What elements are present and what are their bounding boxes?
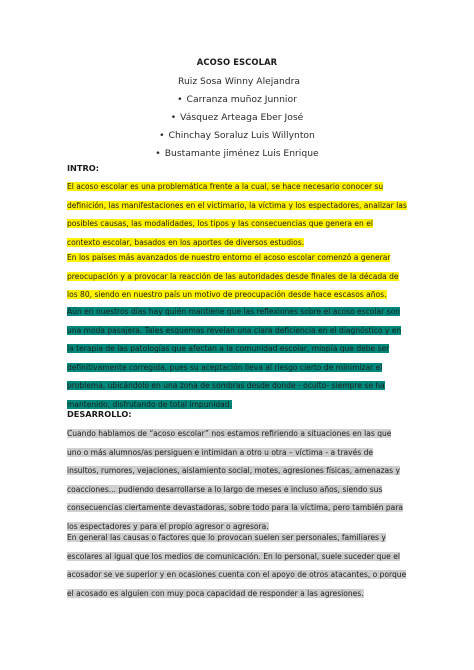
bullet-icon: • xyxy=(177,94,183,105)
gray-highlight: Cuando hablamos de “acoso escolar” nos estamos refiriendo a situaciones en las que uno o más alumnos/as persiguen e intimidan a otro u otra – víctima - a través de insultos, rumores, vejaciones, aislamiento social, motes, agresiones físicas, amenazas y coacciones... pudiendo desarrollarse a lo largo de meses e incluso años, siendo sus consecuencias ciertamente devastadoras, sobre todo para la víctima, pero también para los espectadores y para el propio agresor o agresora. xyxy=(67,429,404,531)
author-name: Chinchay Soraluz Luis Willynton xyxy=(168,130,315,141)
author-item xyxy=(0,91,474,109)
yellow-highlight: El acoso escolar es una problemática frente a la cual, se hace necesario conocer su definición, las manifestaciones en el victimario, la víctima y los espectadores, analizar las posibles causas, las modalidades, los tipos y las consecuencias que genera en el contexto escolar, basados en los aportes de diversos estudios. xyxy=(67,182,407,247)
author-name: Vásquez Arteaga Eber José xyxy=(180,112,304,123)
bullet-icon: • xyxy=(155,148,161,159)
author-list xyxy=(0,73,474,163)
intro-paragraph-3 xyxy=(67,303,407,415)
author-item xyxy=(0,127,474,145)
author-name: Ruiz Sosa Winny Alejandra xyxy=(177,76,301,87)
author-item xyxy=(0,145,474,163)
yellow-highlight: En los países más avanzados de nuestro entorno el acoso escolar comenzó a generar preocupación y a provocar la reacción de las autoridades desde finales de la década de los 80, siendo en nuestro país un motivo de preocupación desde hace escasos años. xyxy=(67,253,399,300)
desarrollo-paragraph-2 xyxy=(67,529,407,603)
author-name: Carranza muñoz Junnior xyxy=(186,94,297,105)
teal-highlight: Aún en nuestros días hay quién mantiene que las reflexiones sobre el acoso escolar son una moda pasajera. Tales esquemas revelan una clara deficiencia en el diagnóstico y en la terapia de las patologías que afectan a la comunidad escolar, miopía que debe ser definitivamente corregida, pues su aceptación lleva al riesgo cierto de minimizar el problema, ubicándolo en una zona de sombras desde donde - oculto- siempre se ha mantenido, disfrutando de total impunidad. xyxy=(67,307,402,409)
author-item xyxy=(0,109,474,127)
author-name: Bustamante jiménez Luis Enrique xyxy=(164,148,319,159)
bullet-icon: • xyxy=(170,112,177,123)
author-item xyxy=(0,73,474,91)
intro-paragraph-1 xyxy=(67,178,407,252)
intro-paragraph-2 xyxy=(67,249,407,305)
document-title: ACOSO ESCOLAR xyxy=(196,57,278,67)
gray-highlight: En general las causas o factores que lo provocan suelen ser personales, familiares y escolares al igual que los medios de comunicación. En lo personal, suele suceder que el acosador se ve superior y en ocasiones cuenta con el apoyo de otros atacantes, o porque el acosado es alguien con muy poca capacidad de responder a las agresiones. xyxy=(67,533,407,598)
intro-heading: INTRO: xyxy=(67,163,100,173)
desarrollo-paragraph-1 xyxy=(67,425,407,537)
bullet-icon: • xyxy=(159,130,165,141)
desarrollo-heading: DESARROLLO: xyxy=(67,409,132,419)
